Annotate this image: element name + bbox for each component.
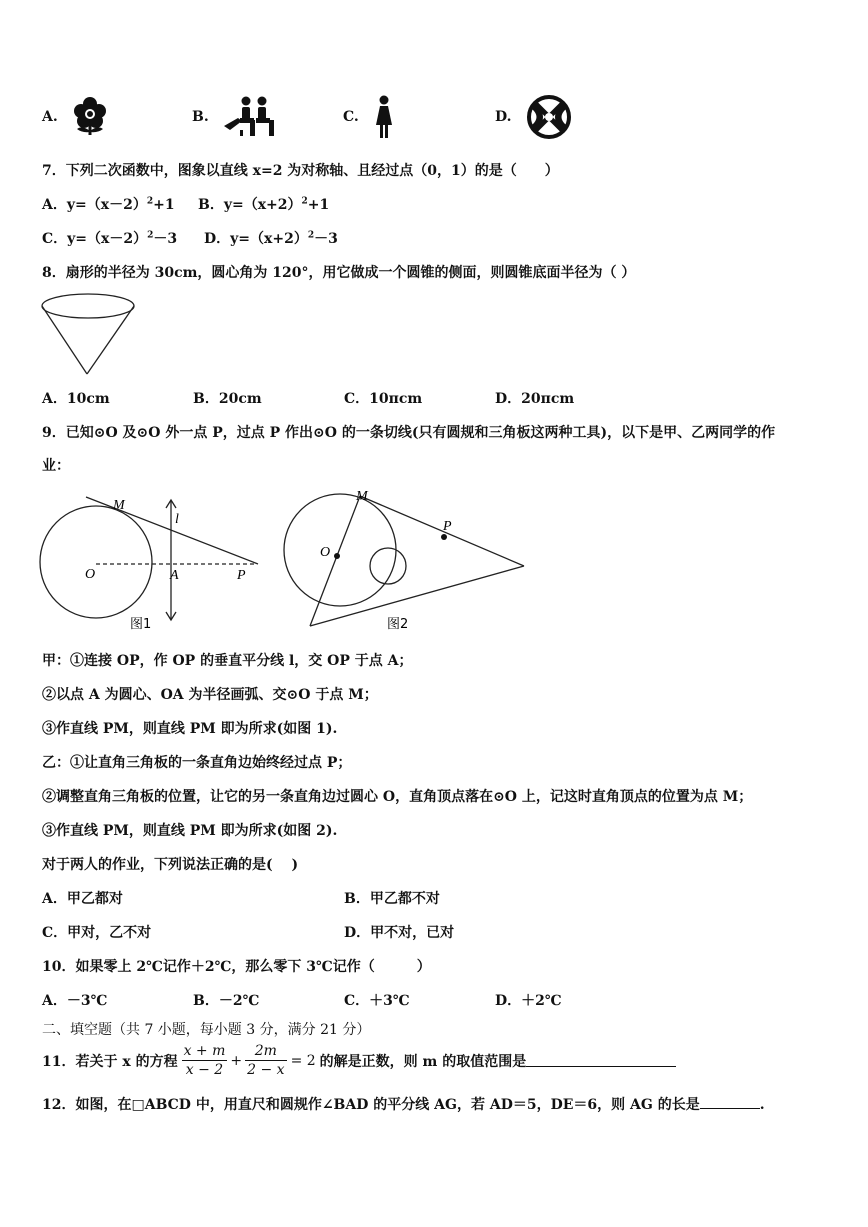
q12-stem: 12．如图，在□ABCD 中，用直尺和圆规作∠BAD 的平分线 AG，若 AD＝5，DE＝6，则 AG 的长是 . bbox=[42, 1097, 765, 1113]
q11-answer-blank[interactable] bbox=[526, 1054, 676, 1067]
q9-yi-step2: ②调整直角三角板的位置，让它的另一条直角边过圆心 O，直角顶点落在⊙O 上，记这时直角顶点的位置为点 M； bbox=[42, 789, 753, 805]
fig2-caption: 图2 bbox=[387, 617, 409, 632]
q9-option-c: C．甲对，乙不对 bbox=[42, 925, 152, 941]
q6-option-b-label: B. bbox=[192, 109, 209, 125]
q9-option-b: B．甲乙都不对 bbox=[344, 891, 440, 907]
q10-stem: 10．如果零上 2℃记作＋2℃，那么零下 3℃记作（ ） bbox=[42, 959, 431, 975]
fig1-label-p: P bbox=[237, 568, 246, 583]
q8-option-d: D．20πcm bbox=[495, 391, 575, 407]
q7-option-a: A．$y=(x-2)^2+1$ bbox=[42, 196, 175, 213]
figure-2 bbox=[280, 484, 530, 636]
q6-option-a-label: A. bbox=[42, 109, 58, 125]
q11-pre: 11．若关于 x 的方程 bbox=[42, 1053, 178, 1070]
q7-option-d: D．$y=(x+2)^2-3$ bbox=[204, 230, 338, 247]
q7-option-b: B．$y=(x+2)^2+1$ bbox=[198, 196, 330, 213]
q10-option-d: D．＋2℃ bbox=[495, 993, 562, 1009]
q9-jia-step3: ③作直线 PM，则直线 PM 即为所求(如图 1). bbox=[42, 721, 338, 737]
q12-answer-blank[interactable] bbox=[700, 1096, 760, 1109]
circle-x-logo-icon bbox=[526, 95, 572, 139]
q11-fraction-2: $\frac{2m}{2 - x}$ bbox=[247, 1043, 285, 1078]
q9-jia-step2: ②以点 A 为圆心、OA 为半径画弧、交⊙O 于点 M； bbox=[42, 687, 378, 703]
q9-ask: 对于两人的作业，下列说法正确的是( ) bbox=[42, 857, 299, 873]
q8-option-c: C．10πcm bbox=[344, 391, 423, 407]
q9-yi-step1: 乙：①让直角三角板的一条直角边始终经过点 P； bbox=[42, 755, 352, 771]
q10-option-c: C．＋3℃ bbox=[344, 993, 410, 1009]
q9-option-a: A．甲乙都对 bbox=[42, 891, 123, 907]
fig1-label-l: l bbox=[175, 512, 179, 527]
q7-stem: 7．下列二次函数中，图象以直线 x=2 为对称轴、且经过点（0，1）的是（ ） bbox=[42, 163, 559, 179]
fig1-label-a: A bbox=[170, 568, 179, 583]
two-people-seated-icon bbox=[220, 96, 276, 136]
fig2-label-o: O bbox=[320, 545, 331, 560]
figure-1 bbox=[36, 492, 268, 634]
fig2-label-m: M bbox=[356, 489, 368, 504]
q8-stem: 8．扇形的半径为 30cm，圆心角为 120°，用它做成一个圆锥的侧面，则圆锥底面半径为（ ） bbox=[42, 265, 636, 281]
fig1-label-o: O bbox=[85, 567, 96, 582]
section-2-heading: 二、填空题（共 7 小题，每小题 3 分，满分 21 分） bbox=[42, 1022, 371, 1038]
woman-restroom-icon bbox=[372, 95, 396, 139]
fig1-caption: 图1 bbox=[130, 617, 152, 632]
q8-option-b: B．20cm bbox=[193, 391, 262, 407]
q10-option-a: A．－3℃ bbox=[42, 993, 108, 1009]
fig1-label-m: M bbox=[113, 498, 125, 513]
q6-option-d-label: D. bbox=[495, 109, 512, 125]
q11-fraction-1: $\frac{x + m}{x - 2}$ bbox=[183, 1043, 226, 1078]
q10-option-b: B．－2℃ bbox=[193, 993, 260, 1009]
q6-option-c-label: C. bbox=[343, 109, 359, 125]
fig2-label-p: P bbox=[443, 519, 452, 534]
cone-figure bbox=[40, 292, 140, 378]
q8-option-a: A．10cm bbox=[42, 391, 110, 407]
q9-stem-line2: 业： bbox=[42, 458, 70, 474]
q9-stem-line1: 9．已知⊙O 及⊙O 外一点 P，过点 P 作出⊙O 的一条切线(只有圆规和三角板这两种工具)，以下是甲、乙两同学的作 bbox=[42, 425, 776, 441]
q9-jia-step1: 甲：①连接 OP，作 OP 的垂直平分线 l，交 OP 于点 A； bbox=[42, 653, 413, 669]
q11-stem: 11．若关于 x 的方程 $\frac{x + m}{x - 2}$ + $\frac{2m}{2 - x}$ = 2 的解是正数，则 m 的取值范围是 bbox=[42, 1042, 676, 1079]
q7-option-c: C．$y=(x-2)^2-3$ bbox=[42, 230, 178, 247]
q9-option-d: D．甲不对，已对 bbox=[344, 925, 455, 941]
flower-icon bbox=[70, 95, 110, 137]
q9-yi-step3: ③作直线 PM，则直线 PM 即为所求(如图 2). bbox=[42, 823, 338, 839]
